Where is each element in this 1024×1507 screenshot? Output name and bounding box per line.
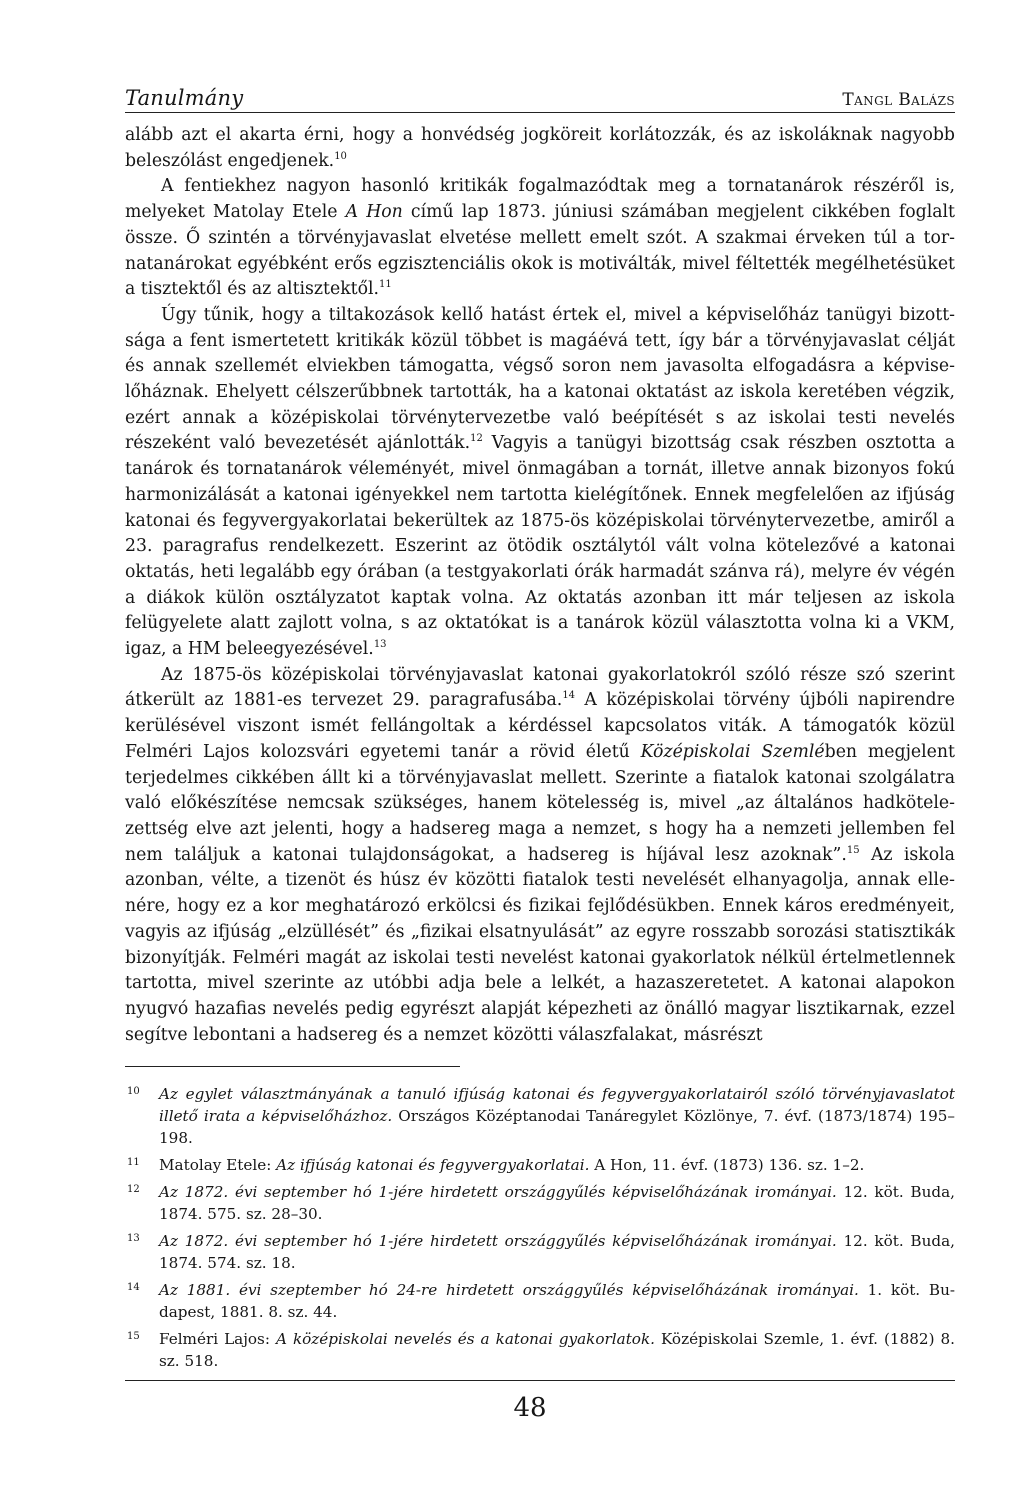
footnote-text [159, 1083, 955, 1149]
footnote-number: 11 [127, 1157, 140, 1169]
paragraph [125, 663, 955, 1049]
footnote-divider [125, 1066, 460, 1067]
text-run: Matolay Etele: [159, 1156, 277, 1175]
footnote-ref: 11 [379, 279, 392, 291]
footnote-text [159, 1328, 955, 1372]
footnote-ref: 15 [846, 844, 860, 856]
footnote-ref: 12 [470, 433, 483, 445]
footnote-text [159, 1181, 955, 1225]
text-run: Országos Középtanodai Tanáregylet Közlönye, 7. évf. (1873/1874) 195–198. [159, 1107, 955, 1148]
bottom-divider [125, 1380, 955, 1381]
footnote [125, 1083, 955, 1149]
footnote-text [159, 1154, 955, 1176]
text-run: alább azt el akarta érni, hogy a honvédség jogköreit korlátozzák, és az iskoláknak nagyobb beleszólást engedjenek. [125, 125, 955, 171]
text-run: A középiskolai törvény újbóli napirendre kerülésével viszont ismét fellángoltak a kérdéssel kapcsolatos viták. A támogatók közül Felméri Lajos kolozsvári egyetemi tanár a rövid életű [125, 690, 955, 762]
italic-text: Középiskolai Szemlé [640, 741, 825, 762]
text-run: Az 1875-ös középiskolai törvényjavaslat katonai gyakorlatokról szóló része szó szerint átkerült az 1881-es tervezet 29. paragrafusába. [125, 664, 955, 711]
text-run: A Hon, 11. évf. (1873) 136. sz. 1–2. [589, 1156, 865, 1175]
footnote-ref: 14 [562, 690, 576, 702]
footnote-text [159, 1279, 955, 1323]
footnote-ref: 13 [373, 639, 387, 651]
footnote-number: 15 [127, 1331, 140, 1343]
text-run: A fentiekhez nagyon hasonló kritikák fogalmazódtak meg a tornatanárok részéről is, melyeket Matolay Etele [125, 176, 955, 223]
footnote-number: 12 [127, 1184, 140, 1196]
text-run: ben megjelent terjedelmes cikkében állt ki a törvényjavaslat mellett. Szerinte a fiatalok katonai szolgálatra való előkészítése nemcsak szükséges, hanem kötelesség is, mivel „az általános hadkötelezettség elve azt jelenti, hogy a hadsereg maga a nemzet, s hogy ha a nemzeti jellemben fel nem találjuk a katonai tulajdonságokat, a hadsereg is híjával lesz azoknak”. [125, 741, 955, 865]
italic-text: Az egylet választmányának a tanuló ifjúság katonai és fegyvergyakorlatairól szóló törvényjavaslatot illető irata a képviselőházhoz. [159, 1085, 955, 1126]
footnote-text [159, 1230, 955, 1274]
italic-text: Az ifjúság katonai és fegyvergyakorlatai. [276, 1156, 590, 1175]
footnote [125, 1181, 955, 1225]
italic-text: Az 1872. évi september hó 1-jére hirdetett országgyűlés képviselőházának irományai. [159, 1232, 837, 1251]
text-run: 12. köt. Buda, 1874. 574. sz. 18. [159, 1232, 955, 1273]
italic-text: Az 1872. évi september hó 1-jére hirdetett országgyűlés képviselőházának irományai. [159, 1183, 837, 1202]
italic-text: Az 1881. évi szeptember hó 24-re hirdetett országgyűlés képviselőházának irományai. [159, 1281, 859, 1300]
footnote [125, 1154, 955, 1176]
text-run: 1. köt. Budapest, 1881. 8. sz. 44. [159, 1281, 955, 1322]
page-number: 48 [513, 1393, 547, 1423]
footnotes [125, 1083, 955, 1372]
text-run: Középiskolai Szemle, 1. évf. (1882) 8. sz. 518. [159, 1330, 956, 1371]
footnote [125, 1279, 955, 1323]
paragraph [125, 303, 955, 663]
footnote-number: 10 [127, 1086, 140, 1098]
paragraph [125, 174, 955, 303]
text-run: Úgy tűnik, hogy a tiltakozások kellő hatást értek el, mivel a képviselőház tanügyi bizottsága a fent ismertetett kritikák közül többet is magáévá tett, így bár a törvényjavaslat célját és annak szellemét elviekben támogatta, végső soron nem javasolta elfogadásra a képviselőháznak. Ehelyett célszerűbbnek tartották, ha a katonai oktatást az iskola keretében végzik, ezért annak a középiskolai törvénytervezetbe való beépítését s az iskolai testi nevelés részeként való bevezetését ajánlották. [125, 304, 955, 454]
document-page [125, 80, 955, 1381]
text-run: Felméri Lajos: [159, 1330, 276, 1349]
text-run: Az iskola azonban, vélte, a tizenöt és húsz év közötti fiatalok testi nevelését elhanyagolja, annak ellenére, hogy ez a kor meghatározó erkölcsi és fizikai fejlődésükben. Ennek káros eredményeit, vagyis az ifjúság „elzüllését” és „fizikai elsatnyulását” az egyre rosszabb sorozási statisztikák bizonyítják. Felméri magát az iskolai testi nevelést katonai gyakorlatok nélkül értelmetlennek tartotta, mivel szerinte az utóbbi adja bele a lelkét, a hazaszeretetet. A katonai alapokon nyugvó hazafias nevelés pedig egyrészt alapját képezheti az önálló magyar lisztikarnak, ezzel segítve lebontani a hadsereg és a nemzet közötti válaszfalakat, másrészt [125, 844, 955, 1045]
author-name: Tangl Balázs [842, 90, 955, 110]
running-header [125, 80, 955, 113]
footnote-number: 14 [127, 1282, 140, 1294]
footnote [125, 1328, 955, 1372]
footnote-ref: 10 [334, 150, 347, 162]
section-title: Tanulmány [125, 86, 244, 110]
paragraph [125, 123, 955, 174]
text-run: című lap 1873. júniusi számában megjelent cikkében foglalt össze. Ő szintén a törvényjavaslat elvetése mellett emelt szót. A szakmai érveken túl a tornatanárokat egyébként erős egzisztenciális okok is motiválták, mivel féltették megélhetésüket a tisztektől és az altisztektől. [125, 202, 956, 300]
italic-text: A Hon [345, 202, 403, 223]
italic-text: A középiskolai nevelés és a katonai gyakorlatok. [275, 1330, 655, 1349]
text-run: 12. köt. Buda, 1874. 575. sz. 28–30. [159, 1183, 955, 1224]
footnote [125, 1230, 955, 1274]
footnote-number: 13 [127, 1233, 140, 1245]
main-text [125, 123, 955, 1048]
text-run: Vagyis a tanügyi bizottság csak részben osztotta a tanárok és tornatanárok véleményét, mivel önmagában a tornát, illetve annak bizonyos fokú harmonizálását a katonai igényekkel nem tartotta kielégítőnek. Ennek megfelelően az ifjúság katonai és fegyvergyakorlatai bekerültek az 1875-ös középiskolai törvénytervezetbe, amiről a 23. paragrafus rendelkezett. Eszerint az ötödik osztálytól vált volna kötelezővé a katonai oktatás, heti legalább egy órában (a testgyakorlati órák harmadát szánva rá), melyre év végén a diákok külön osztályzatot kaptak volna. Az oktatás azonban itt már teljesen az iskola felügyelete alatt zajlott volna, s az oktatókat is a tanárok közül választotta volna ki a VKM, igaz, a HM beleegyezésével. [125, 433, 955, 660]
